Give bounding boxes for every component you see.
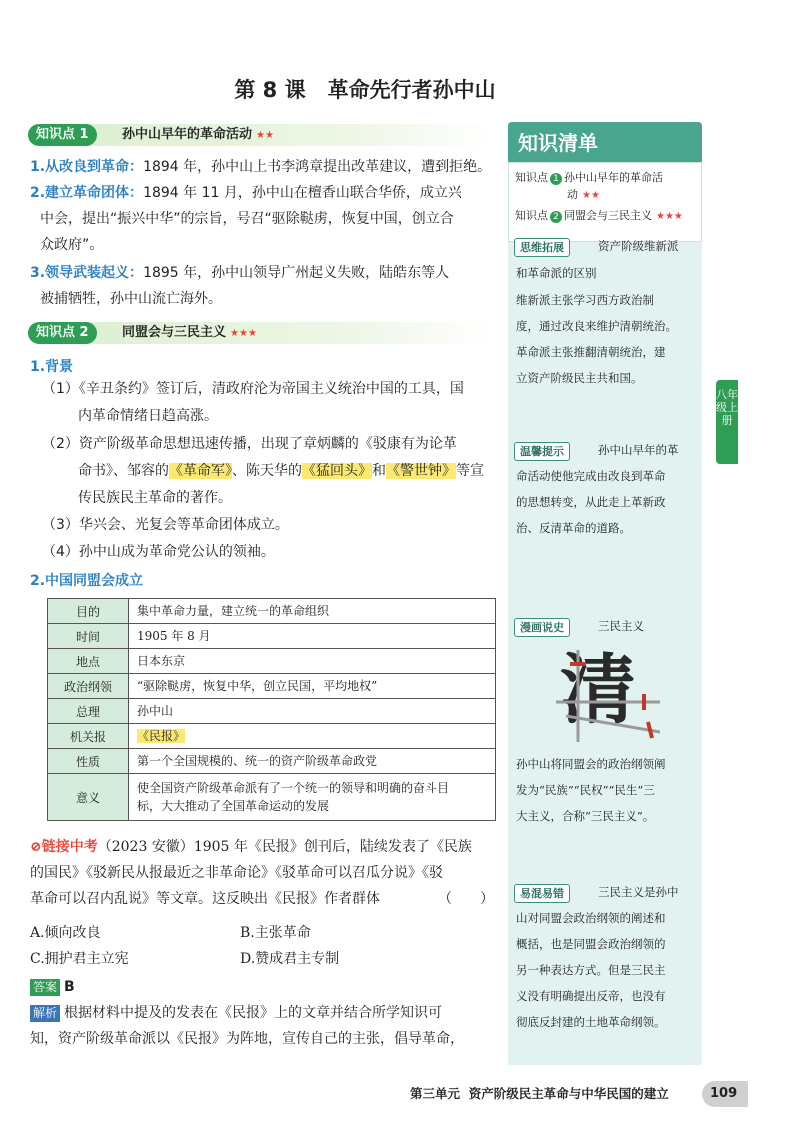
comic-tag: 漫画说史 <box>514 618 570 637</box>
bg-item-2-cont2: 传民族民主革命的著作。 <box>78 490 232 506</box>
table-row: 时间 1905 年 8 月 <box>48 624 496 649</box>
think-text: 维新派主张学习西方政治制 <box>516 293 654 307</box>
toc-item-1-cont: 动 ★★ <box>567 188 600 201</box>
option-b: B.主张革命 <box>240 925 311 941</box>
bg-item-4: （4）孙中山成为革命党公认的领袖。 <box>42 544 275 560</box>
exam-line-1: ⊘链接中考（2023 安徽）1905 年《民报》创刊后，陆续发表了《民族 <box>30 839 472 855</box>
table-row: 地点 日本东京 <box>48 649 496 674</box>
tip-text: 的思想转变，从此走上革新政 <box>516 495 666 509</box>
table-row: 目的 集中革命力量，建立统一的革命组织 <box>48 599 496 624</box>
kp2-heading: 同盟会与三民主义 ★★★ <box>122 325 257 340</box>
comic-illustration <box>548 642 668 752</box>
think-tag: 思维拓展 <box>514 238 570 257</box>
kp1-heading: 孙中山早年的革命活动 ★★ <box>122 127 274 142</box>
founding-heading: 2.中国同盟会成立 <box>30 573 144 589</box>
bg-item-2-cont: 命书》、邹容的《革命军》、陈天华的《猛回头》和《警世钟》等宣 <box>78 463 484 479</box>
comic-text: 孙中山将同盟会的政治纲领阐 <box>516 757 666 771</box>
kp1-item-1: 1.从改良到革命：1894 年，孙中山上书李鸿章提出改革建议，遭到拒绝。 <box>30 159 492 175</box>
comic-title: 三民主义 <box>598 619 644 633</box>
option-a: A.倾向改良 <box>30 925 101 941</box>
star-icon: ★★ <box>256 130 274 141</box>
think-text: 资产阶级维新派 <box>598 239 679 253</box>
table-row: 性质 第一个全国规模的、统一的资产阶级革命政党 <box>48 749 496 774</box>
table-row: 总理 孙中山 <box>48 699 496 724</box>
kp2-header <box>28 322 492 344</box>
kp1-item-2-cont2: 众政府”。 <box>40 237 104 253</box>
option-d: D.赞成君主专制 <box>240 951 340 967</box>
qing-character: 清 <box>560 645 636 734</box>
analysis-tag: 解析 <box>30 1005 60 1022</box>
table-row: 机关报 《民报》 <box>48 724 496 749</box>
tongmenghui-table <box>47 598 496 821</box>
footer: 第三单元 资产阶级民主革命与中华民国的建立 <box>410 1086 669 1101</box>
comic-text: 发为“民族”“民权”“民生”三 <box>516 783 655 797</box>
think-text: 革命派主张推翻清朝统治，建 <box>516 345 666 359</box>
analysis-line-1: 解析 根据材料中提及的发表在《民报》上的文章并结合所学知识可 <box>30 1000 442 1026</box>
bg-item-1: （1）《辛丑条约》签订后，清政府沦为帝国主义统治中国的工具，国 <box>42 381 464 397</box>
comic-text: 大主义，合称“三民主义”。 <box>516 809 655 823</box>
link-icon: ⊘ <box>30 839 42 855</box>
table-row: 政治纲领 “驱除鞑虏，恢复中华，创立民国，平均地权” <box>48 674 496 699</box>
kp1-item-2-cont: 中会，提出“振兴中华”的宗旨，号召“驱除鞑虏，恢复中国，创立合 <box>40 211 454 227</box>
answer-blank: （ ） <box>438 891 494 907</box>
answer: 答案 B <box>30 974 75 1000</box>
analysis-line-2: 知，资产阶级革命派以《民报》为阵地，宣传自己的主张，倡导革命， <box>30 1031 464 1047</box>
think-text: 立资产阶级民主共和国。 <box>516 371 643 385</box>
mix-tag: 易混易错 <box>514 884 570 903</box>
exam-line-2: 的国民》《驳新民从报最近之非革命论》《驳革命可以召瓜分说》《驳 <box>30 865 443 881</box>
kp1-item-2: 2.建立革命团体：1894 年 11 月，孙中山在檀香山联合华侨，成立兴 <box>30 185 462 201</box>
tip-tag: 温馨提示 <box>514 442 570 461</box>
answer-tag: 答案 <box>30 979 60 996</box>
kp2-badge: 知识点 2 <box>28 322 97 344</box>
bg-item-2: （2）资产阶级革命思想迅速传播，出现了章炳麟的《驳康有为论革 <box>42 436 457 452</box>
kp1-item-3-cont: 被捕牺牲，孙中山流亡海外。 <box>40 291 222 307</box>
bg-item-1-cont: 内革命情绪日趋高涨。 <box>78 408 218 424</box>
star-icon: ★★★ <box>230 328 257 339</box>
background-heading: 1.背景 <box>30 359 74 375</box>
mix-text: 彻底反封建的土地革命纲领。 <box>516 1015 666 1029</box>
mix-text: 义没有明确提出反帝，也没有 <box>516 989 666 1003</box>
sidebar-toc <box>508 162 702 242</box>
tip-text: 治、反清革命的道路。 <box>516 521 631 535</box>
mix-text: 概括，也是同盟会政治纲领的 <box>516 937 666 951</box>
mix-text: 山对同盟会政治纲领的阐述和 <box>516 911 666 925</box>
sword-icon <box>548 642 668 752</box>
mix-text: 三民主义是孙中 <box>598 885 679 899</box>
option-c: C.拥护君主立宪 <box>30 951 129 967</box>
kp1-header <box>28 124 492 146</box>
sidebar <box>508 122 702 1065</box>
toc-item-1: 知识点 1 孙中山早年的革命活 <box>515 171 663 184</box>
exam-line-3: 革命可以召内乱说》等文章。这反映出《民报》作者群体 <box>30 891 380 907</box>
kp1-item-3: 3.领导武装起义：1895 年，孙中山领导广州起义失败，陆皓东等人 <box>30 265 450 281</box>
tip-text: 命活动使他完成由改良到革命 <box>516 469 666 483</box>
sidebar-header: 知识清单 <box>508 122 702 162</box>
toc-item-2: 知识点 2 同盟会与三民主义 ★★★ <box>515 209 683 222</box>
tip-text: 孙中山早年的革 <box>598 443 679 457</box>
think-text: 和革命派的区别 <box>516 266 597 280</box>
exam-tag: 链接中考 <box>41 839 98 855</box>
grade-tab: 八年级上册 <box>716 380 738 464</box>
mix-text: 另一种表达方式。但是三民主 <box>516 963 666 977</box>
page-number: 109 <box>702 1081 748 1107</box>
kp1-badge: 知识点 1 <box>28 124 97 146</box>
bg-item-3: （3）华兴会、光复会等革命团体成立。 <box>42 517 289 533</box>
page-title: 第 8 课 革命先行者孙中山 <box>234 78 496 102</box>
think-text: 度，通过改良来维护清朝统治。 <box>516 319 677 333</box>
table-row: 意义 使全国资产阶级革命派有了一个统一的领导和明确的奋斗目 标，大大推动了全国革命运动的发展 <box>48 774 496 821</box>
